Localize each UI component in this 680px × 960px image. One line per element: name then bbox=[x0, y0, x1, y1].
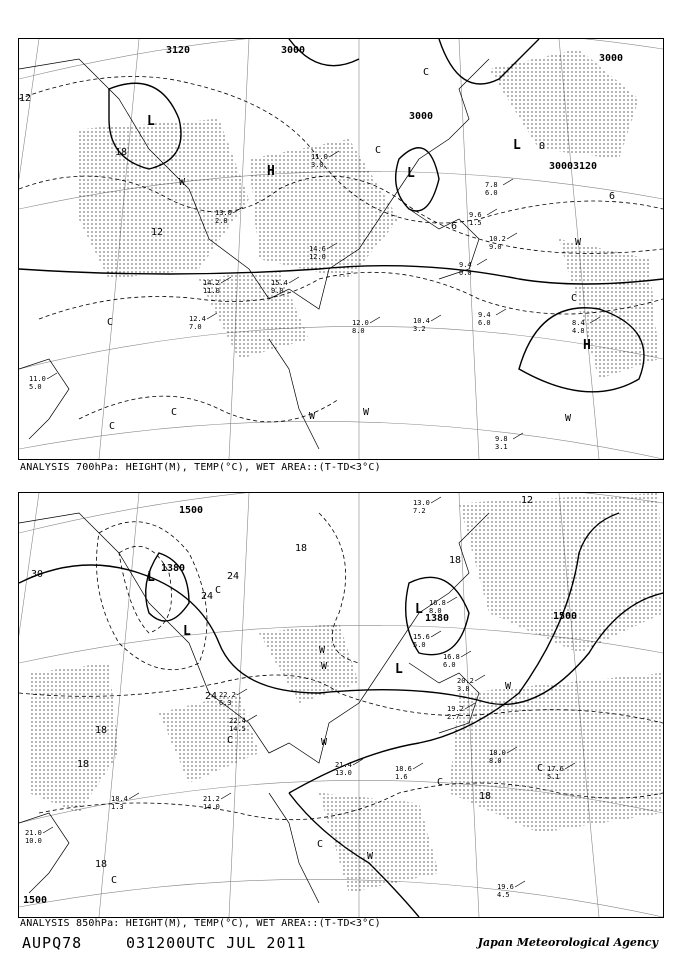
warm-cold-label: W bbox=[319, 645, 326, 656]
station-dewpoint-depression: 3.8 bbox=[457, 685, 470, 693]
station-dewpoint-depression: 2.7 bbox=[447, 713, 460, 721]
station-dewpoint-depression: 3.0 bbox=[311, 161, 324, 169]
height-label: 1380 bbox=[425, 613, 450, 624]
caption-700hpa: ANALYSIS 700hPa: HEIGHT(M), TEMP(°C), WET AREA::(T-TD<3°C) bbox=[20, 462, 381, 473]
station-dewpoint-depression: 1.6 bbox=[395, 773, 408, 781]
station-dewpoint-depression: 7.2 bbox=[413, 507, 426, 515]
station-temp: 11.0 bbox=[311, 153, 328, 161]
height-label: 3120 bbox=[573, 161, 598, 172]
station-dewpoint-depression: 5.0 bbox=[29, 383, 42, 391]
station-dewpoint-depression: 3.1 bbox=[495, 443, 508, 451]
station-dewpoint-depression: 10.0 bbox=[25, 837, 42, 845]
bulletin-code: AUPQ78 bbox=[22, 934, 83, 952]
wind-barb bbox=[496, 309, 506, 315]
wind-barb bbox=[221, 793, 231, 799]
station-dewpoint-depression: 0.0 bbox=[459, 269, 472, 277]
warm-cold-label: W bbox=[565, 413, 572, 424]
station-temp: 15.6 bbox=[413, 633, 430, 641]
isotherm-label: 18 bbox=[95, 725, 108, 736]
station-dewpoint-depression: 3.2 bbox=[413, 325, 426, 333]
station-temp: 17.6 bbox=[547, 765, 564, 773]
station-dewpoint-depression: 8.0 bbox=[429, 607, 442, 615]
wind-barb bbox=[503, 179, 513, 185]
height-label: 3000 bbox=[281, 45, 306, 56]
station-dewpoint-depression: 9.0 bbox=[271, 287, 284, 295]
isotherm-label: 0 bbox=[539, 141, 546, 152]
wind-barb bbox=[507, 233, 517, 239]
wind-barb bbox=[447, 597, 457, 603]
isotherm-label: 6 bbox=[609, 191, 616, 202]
warm-cold-label: W bbox=[575, 237, 582, 248]
isotherm-label: 24 bbox=[205, 691, 218, 702]
station-dewpoint-depression: 14.0 bbox=[203, 803, 220, 811]
station-dewpoint-depression: 8.0 bbox=[352, 327, 365, 335]
isotherm-label: 18 bbox=[295, 543, 308, 554]
warm-cold-label: W bbox=[505, 681, 512, 692]
wind-barb bbox=[475, 675, 485, 681]
map-700hpa-graphic bbox=[19, 39, 663, 459]
wind-barb bbox=[237, 689, 247, 695]
station-temp: 16.8 bbox=[443, 653, 460, 661]
map-850hpa-graphic bbox=[19, 493, 663, 917]
warm-cold-label: C bbox=[317, 839, 324, 850]
wind-barb bbox=[43, 827, 53, 833]
station-dewpoint-depression: 1.5 bbox=[469, 219, 482, 227]
warm-cold-label: C bbox=[107, 317, 114, 328]
station-temp: 9.4 bbox=[478, 311, 491, 319]
height-label: 3000 bbox=[549, 161, 574, 172]
pressure-center-label: L bbox=[513, 138, 521, 153]
station-dewpoint-depression: 5.1 bbox=[547, 773, 560, 781]
station-temp: 19.2 bbox=[447, 705, 464, 713]
height-label: 1500 bbox=[553, 611, 578, 622]
station-temp: 11.0 bbox=[29, 375, 46, 383]
isotherm-label: 12 bbox=[151, 227, 164, 238]
station-dewpoint-depression: 6.0 bbox=[478, 319, 491, 327]
station-dewpoint-depression: 1.3 bbox=[111, 803, 124, 811]
station-temp: 10.2 bbox=[489, 235, 506, 243]
warm-cold-label: C bbox=[537, 763, 544, 774]
warm-cold-label: C bbox=[375, 145, 382, 156]
station-temp: 12.4 bbox=[189, 315, 206, 323]
station-dewpoint-depression: 2.8 bbox=[215, 217, 228, 225]
wind-barb bbox=[461, 651, 471, 657]
height-label: 1500 bbox=[179, 505, 204, 516]
wind-barb bbox=[47, 373, 57, 379]
analysis-850hpa-map bbox=[18, 492, 664, 918]
station-dewpoint-depression: 4.8 bbox=[572, 327, 585, 335]
wind-barb bbox=[515, 881, 525, 887]
isotherm-label: 12 bbox=[19, 93, 32, 104]
analysis-700hpa-map bbox=[18, 38, 664, 460]
wind-barb bbox=[370, 317, 380, 323]
height-label: 3000 bbox=[599, 53, 624, 64]
station-dewpoint-depression: 5.0 bbox=[413, 641, 426, 649]
caption-850hpa: ANALYSIS 850hPa: HEIGHT(M), TEMP(°C), WET AREA::(T-TD<3°C) bbox=[20, 918, 381, 929]
wind-barb bbox=[431, 315, 441, 321]
wind-barb bbox=[129, 793, 139, 799]
station-temp: 10.4 bbox=[413, 317, 430, 325]
station-dewpoint-depression: 12.0 bbox=[309, 253, 326, 261]
station-temp: 9.4 bbox=[459, 261, 472, 269]
isotherm-label: 24 bbox=[227, 571, 240, 582]
station-dewpoint-depression: 4.5 bbox=[497, 891, 510, 899]
wind-barb bbox=[289, 277, 299, 283]
warm-cold-label: C bbox=[215, 585, 222, 596]
station-temp: 18.6 bbox=[395, 765, 412, 773]
height-label: 3120 bbox=[166, 45, 191, 56]
warm-cold-label: W bbox=[309, 411, 316, 422]
warm-cold-label: C bbox=[571, 293, 578, 304]
wind-barb bbox=[413, 763, 423, 769]
pressure-center-label: L bbox=[415, 602, 423, 617]
station-temp: 12.0 bbox=[352, 319, 369, 327]
station-dewpoint-depression: 14.5 bbox=[229, 725, 246, 733]
station-temp: 8.4 bbox=[572, 319, 585, 327]
station-temp: 7.8 bbox=[485, 181, 498, 189]
isotherm-label: 18 bbox=[479, 791, 492, 802]
wind-barb bbox=[431, 497, 441, 503]
height-label: 3000 bbox=[409, 111, 434, 122]
warm-cold-label: C bbox=[227, 735, 234, 746]
station-dewpoint-depression: 6.0 bbox=[485, 189, 498, 197]
warm-cold-label: W bbox=[179, 177, 186, 188]
station-dewpoint-depression: 6.3 bbox=[219, 699, 232, 707]
station-temp: 9.8 bbox=[495, 435, 508, 443]
station-temp: 21.2 bbox=[203, 795, 220, 803]
height-label: 1380 bbox=[161, 563, 186, 574]
pressure-center-label: L bbox=[147, 570, 155, 585]
station-dewpoint-depression: 13.0 bbox=[335, 769, 352, 777]
station-dewpoint-depression: 9.0 bbox=[489, 243, 502, 251]
warm-cold-label: W bbox=[367, 851, 374, 862]
station-dewpoint-depression: 7.0 bbox=[189, 323, 202, 331]
station-temp: 21.4 bbox=[335, 761, 352, 769]
wind-barb bbox=[431, 631, 441, 637]
pressure-center-label: L bbox=[147, 114, 155, 129]
station-temp: 22.2 bbox=[219, 691, 236, 699]
warm-cold-label: C bbox=[171, 407, 178, 418]
pressure-center-label: L bbox=[395, 662, 403, 677]
warm-cold-label: C bbox=[423, 67, 430, 78]
isotherm-label: 24 bbox=[201, 591, 214, 602]
pressure-center-label: H bbox=[267, 164, 275, 179]
isotherm-label: 18 bbox=[449, 555, 462, 566]
station-dewpoint-depression: 6.0 bbox=[443, 661, 456, 669]
station-temp: 21.0 bbox=[25, 829, 42, 837]
pressure-center-label: L bbox=[407, 166, 415, 181]
station-temp: 19.6 bbox=[497, 883, 514, 891]
station-temp: 14.6 bbox=[309, 245, 326, 253]
warm-cold-label: C bbox=[111, 875, 118, 886]
valid-time: 031200UTC JUL 2011 bbox=[126, 934, 307, 952]
isotherm-label: 6 bbox=[451, 221, 458, 232]
wet-areas bbox=[29, 493, 663, 893]
isotherm-label: 18 bbox=[95, 859, 108, 870]
warm-cold-label: W bbox=[321, 737, 328, 748]
station-temp: 18.0 bbox=[489, 749, 506, 757]
station-temp: 18.4 bbox=[111, 795, 128, 803]
station-dewpoint-depression: 8.0 bbox=[489, 757, 502, 765]
wind-barb bbox=[477, 259, 487, 265]
pressure-center-label: H bbox=[583, 338, 591, 353]
wind-barb bbox=[207, 313, 217, 319]
isotherm-label: 18 bbox=[115, 147, 128, 158]
station-temp: 13.0 bbox=[413, 499, 430, 507]
warm-cold-label: C bbox=[437, 777, 444, 788]
station-temp: 9.6 bbox=[469, 211, 482, 219]
warm-cold-label: W bbox=[321, 661, 328, 672]
pressure-center-label: L bbox=[183, 624, 191, 639]
agency-name: Japan Meteorological Agency bbox=[477, 936, 658, 949]
isotherm-label: 18 bbox=[77, 759, 90, 770]
warm-cold-label: W bbox=[363, 407, 370, 418]
isotherm-label: 12 bbox=[521, 495, 534, 506]
wind-barb bbox=[247, 715, 257, 721]
station-dewpoint-depression: 11.0 bbox=[203, 287, 220, 295]
station-temp: 14.2 bbox=[203, 279, 220, 287]
station-temp: 13.0 bbox=[215, 209, 232, 217]
height-label: 1500 bbox=[23, 895, 48, 906]
station-temp: 20.2 bbox=[457, 677, 474, 685]
station-temp: 15.4 bbox=[271, 279, 288, 287]
station-temp: 16.8 bbox=[429, 599, 446, 607]
station-temp: 22.4 bbox=[229, 717, 246, 725]
isotherm-label: 30 bbox=[31, 569, 44, 580]
warm-cold-label: C bbox=[109, 421, 116, 432]
